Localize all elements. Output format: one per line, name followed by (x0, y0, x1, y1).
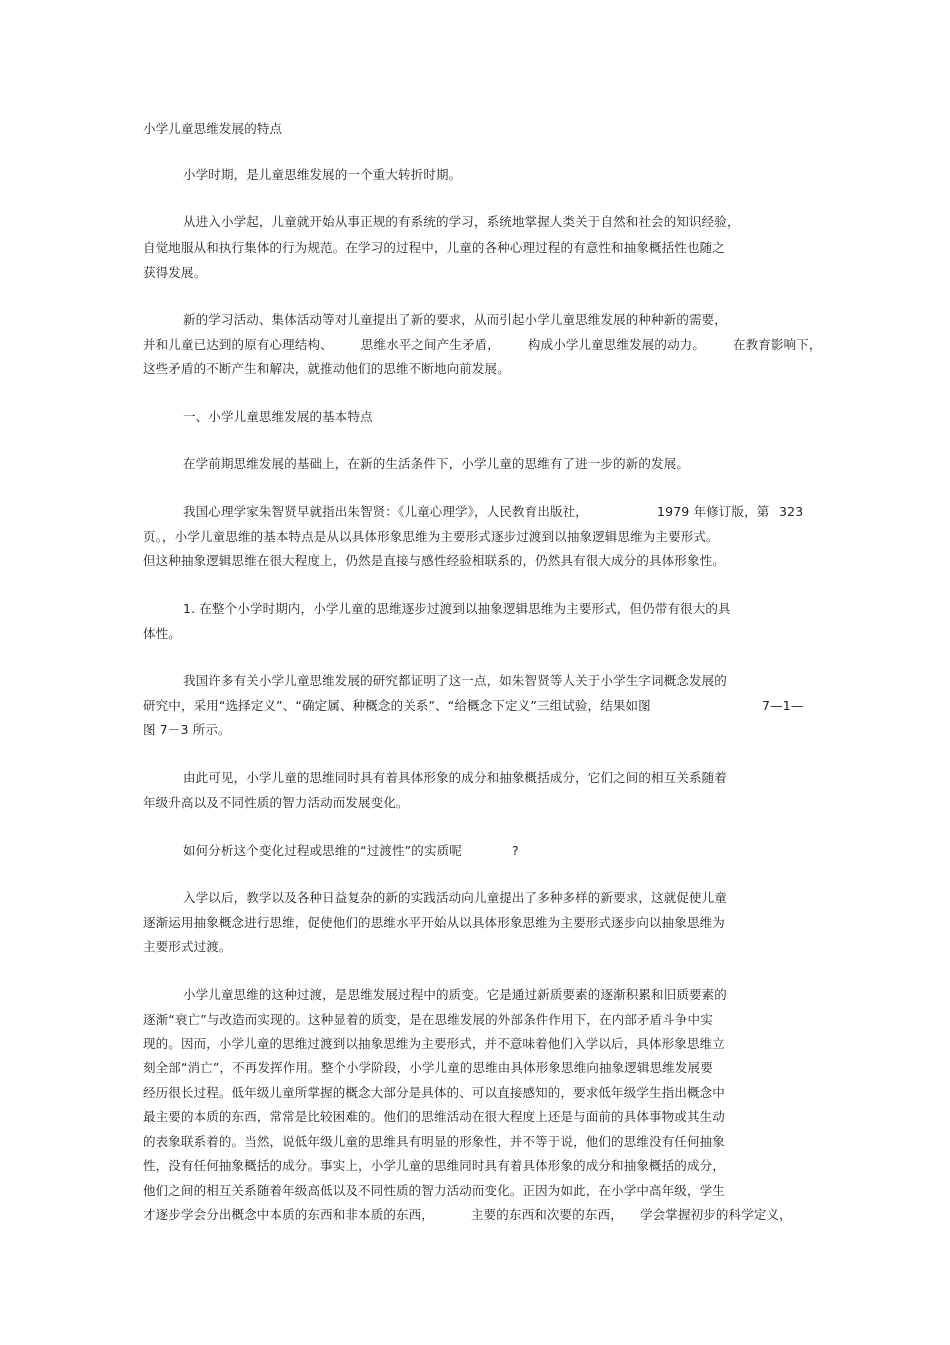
paragraph-line: 从进入小学起，儿童就开始从事正规的有系统的学习，系统地掌握人类关于自然和社会的知识经验， (183, 214, 740, 229)
paragraph-line: 逐渐“衰亡”与改造而实现的。这种显着的质变，是在思维发展的外部条件作用下，在内部矛盾斗争中实 (143, 1012, 713, 1027)
text-segment: 1979 年修订版，第 (657, 504, 770, 519)
paragraph-line: 才逐步学会分出概念中本质的东西和非本质的东西， (143, 1207, 434, 1222)
paragraph-line: 的表象联系着的。当然，说低年级儿童的思维具有明显的形象性，并不等于说，他们的思维没有任何抽象 (143, 1134, 725, 1149)
paragraph-line: 如何分析这个变化过程或思维的“过渡性”的实质呢 (183, 843, 462, 858)
paragraph-line: 小学时期，是儿童思维发展的一个重大转折时期。 (183, 167, 462, 182)
text-segment: ? (512, 843, 519, 858)
paragraph-line: 图 7－3 所示。 (143, 722, 231, 737)
paragraph-line: 小学儿童思维的这种过渡，是思维发展过程中的质变。它是通过新质要素的逐渐积累和旧质要素的 (183, 987, 727, 1002)
paragraph-line: 他们之间的相互关系随着年级高低以及不同性质的智力活动而变化。正因为如此，在小学中高年级，学生 (143, 1183, 725, 1198)
paragraph-line: 体性。 (143, 626, 181, 641)
paragraph-line: 研究中，采用“选择定义”、“确定属、种概念的关系”、“给概念下定义”三组试验，结果如图 (143, 698, 651, 713)
paragraph-line: 新的学习活动、集体活动等对儿童提出了新的要求，从而引起小学儿童思维发展的种种新的需要， (183, 312, 727, 327)
text-segment: 主要的东西和次要的东西， (471, 1207, 623, 1222)
list-item: 1. 在整个小学时期内，小学儿童的思维逐步过渡到以抽象逻辑思维为主要形式，但仍带有很大的具 (183, 601, 731, 616)
text-segment: 并和儿童已达到的原有心理结构、 (143, 337, 333, 352)
paragraph-line: 入学以后，教学以及各种日益复杂的新的实践活动向儿童提出了多种多样的新要求，这就促使儿童 (183, 890, 727, 905)
text-segment: 学会掌握初步的科学定义， (640, 1207, 792, 1222)
paragraph-line: 经历很长过程。低年级儿童所掌握的概念大部分是具体的、可以直接感知的，要求低年级学生指出概念中 (143, 1085, 725, 1100)
paragraph-line: 我国许多有关小学儿童思维发展的研究都证明了这一点，如朱智贤等人关于小学生字词概念发展的 (183, 673, 727, 688)
text-segment: 在教育影响下， (733, 337, 822, 352)
paragraph-line: 我国心理学家朱智贤早就指出朱智贤：《儿童心理学》，人民教育出版社， (183, 504, 588, 519)
paragraph-line (143, 337, 822, 353)
section-heading: 一、小学儿童思维发展的基本特点 (183, 409, 373, 424)
paragraph-line: 页。，小学儿童思维的基本特点是从以具体形象思维为主要形式逐步过渡到以抽象逻辑思维为主要形式。 (143, 529, 719, 544)
text-segment: 思维水平之间产生矛盾， (360, 337, 500, 352)
paragraph-line: 由此可见，小学儿童的思维同时具有着具体形象的成分和抽象概括成分，它们之间的相互关系随着 (183, 770, 727, 785)
paragraph-line: 自觉地服从和执行集体的行为规范。在学习的过程中，儿童的各种心理过程的有意性和抽象概括性也随之 (143, 240, 725, 255)
paragraph-line: 获得发展。 (143, 265, 207, 280)
text-segment: 构成小学儿童思维发展的动力。 (527, 337, 706, 352)
paragraph-line: 现的。因而，小学儿童的思维过渡到以抽象思维为主要形式，并不意味着他们入学以后，具体形象思维立 (143, 1036, 725, 1051)
text-segment: 323 (779, 504, 804, 519)
document-title: 小学儿童思维发展的特点 (143, 121, 283, 136)
text-segment: 7—1— (762, 698, 804, 713)
paragraph-line: 最主要的本质的东西，常常是比较困难的。他们的思维活动在很大程度上还是与面前的具体事物或其生动 (143, 1109, 725, 1124)
paragraph-line: 在学前期思维发展的基础上，在新的生活条件下，小学儿童的思维有了进一步的新的发展。 (183, 456, 690, 471)
paragraph-line: 但这种抽象逻辑思维在很大程度上，仍然是直接与感性经验相联系的，仍然具有很大成分的具体形象性。 (143, 553, 725, 568)
paragraph-line: 主要形式过渡。 (143, 939, 232, 954)
paragraph-line: 性，没有任何抽象概括的成分。事实上，小学儿童的思维同时具有着具体形象的成分和抽象概括的成分， (143, 1158, 725, 1173)
paragraph-line: 逐渐运用抽象概念进行思维，促使他们的思维水平开始从以具体形象思维为主要形式逐步向以抽象思维为 (143, 915, 725, 930)
paragraph-line: 刻全部“消亡”，不再发挥作用。整个小学阶段，小学儿童的思维由具体形象思维向抽象逻辑思维发展要 (143, 1060, 713, 1075)
paragraph-line: 年级升高以及不同性质的智力活动而发展变化。 (143, 795, 409, 810)
paragraph-line: 这些矛盾的不断产生和解决，就推动他们的思维不断地向前发展。 (143, 361, 510, 376)
